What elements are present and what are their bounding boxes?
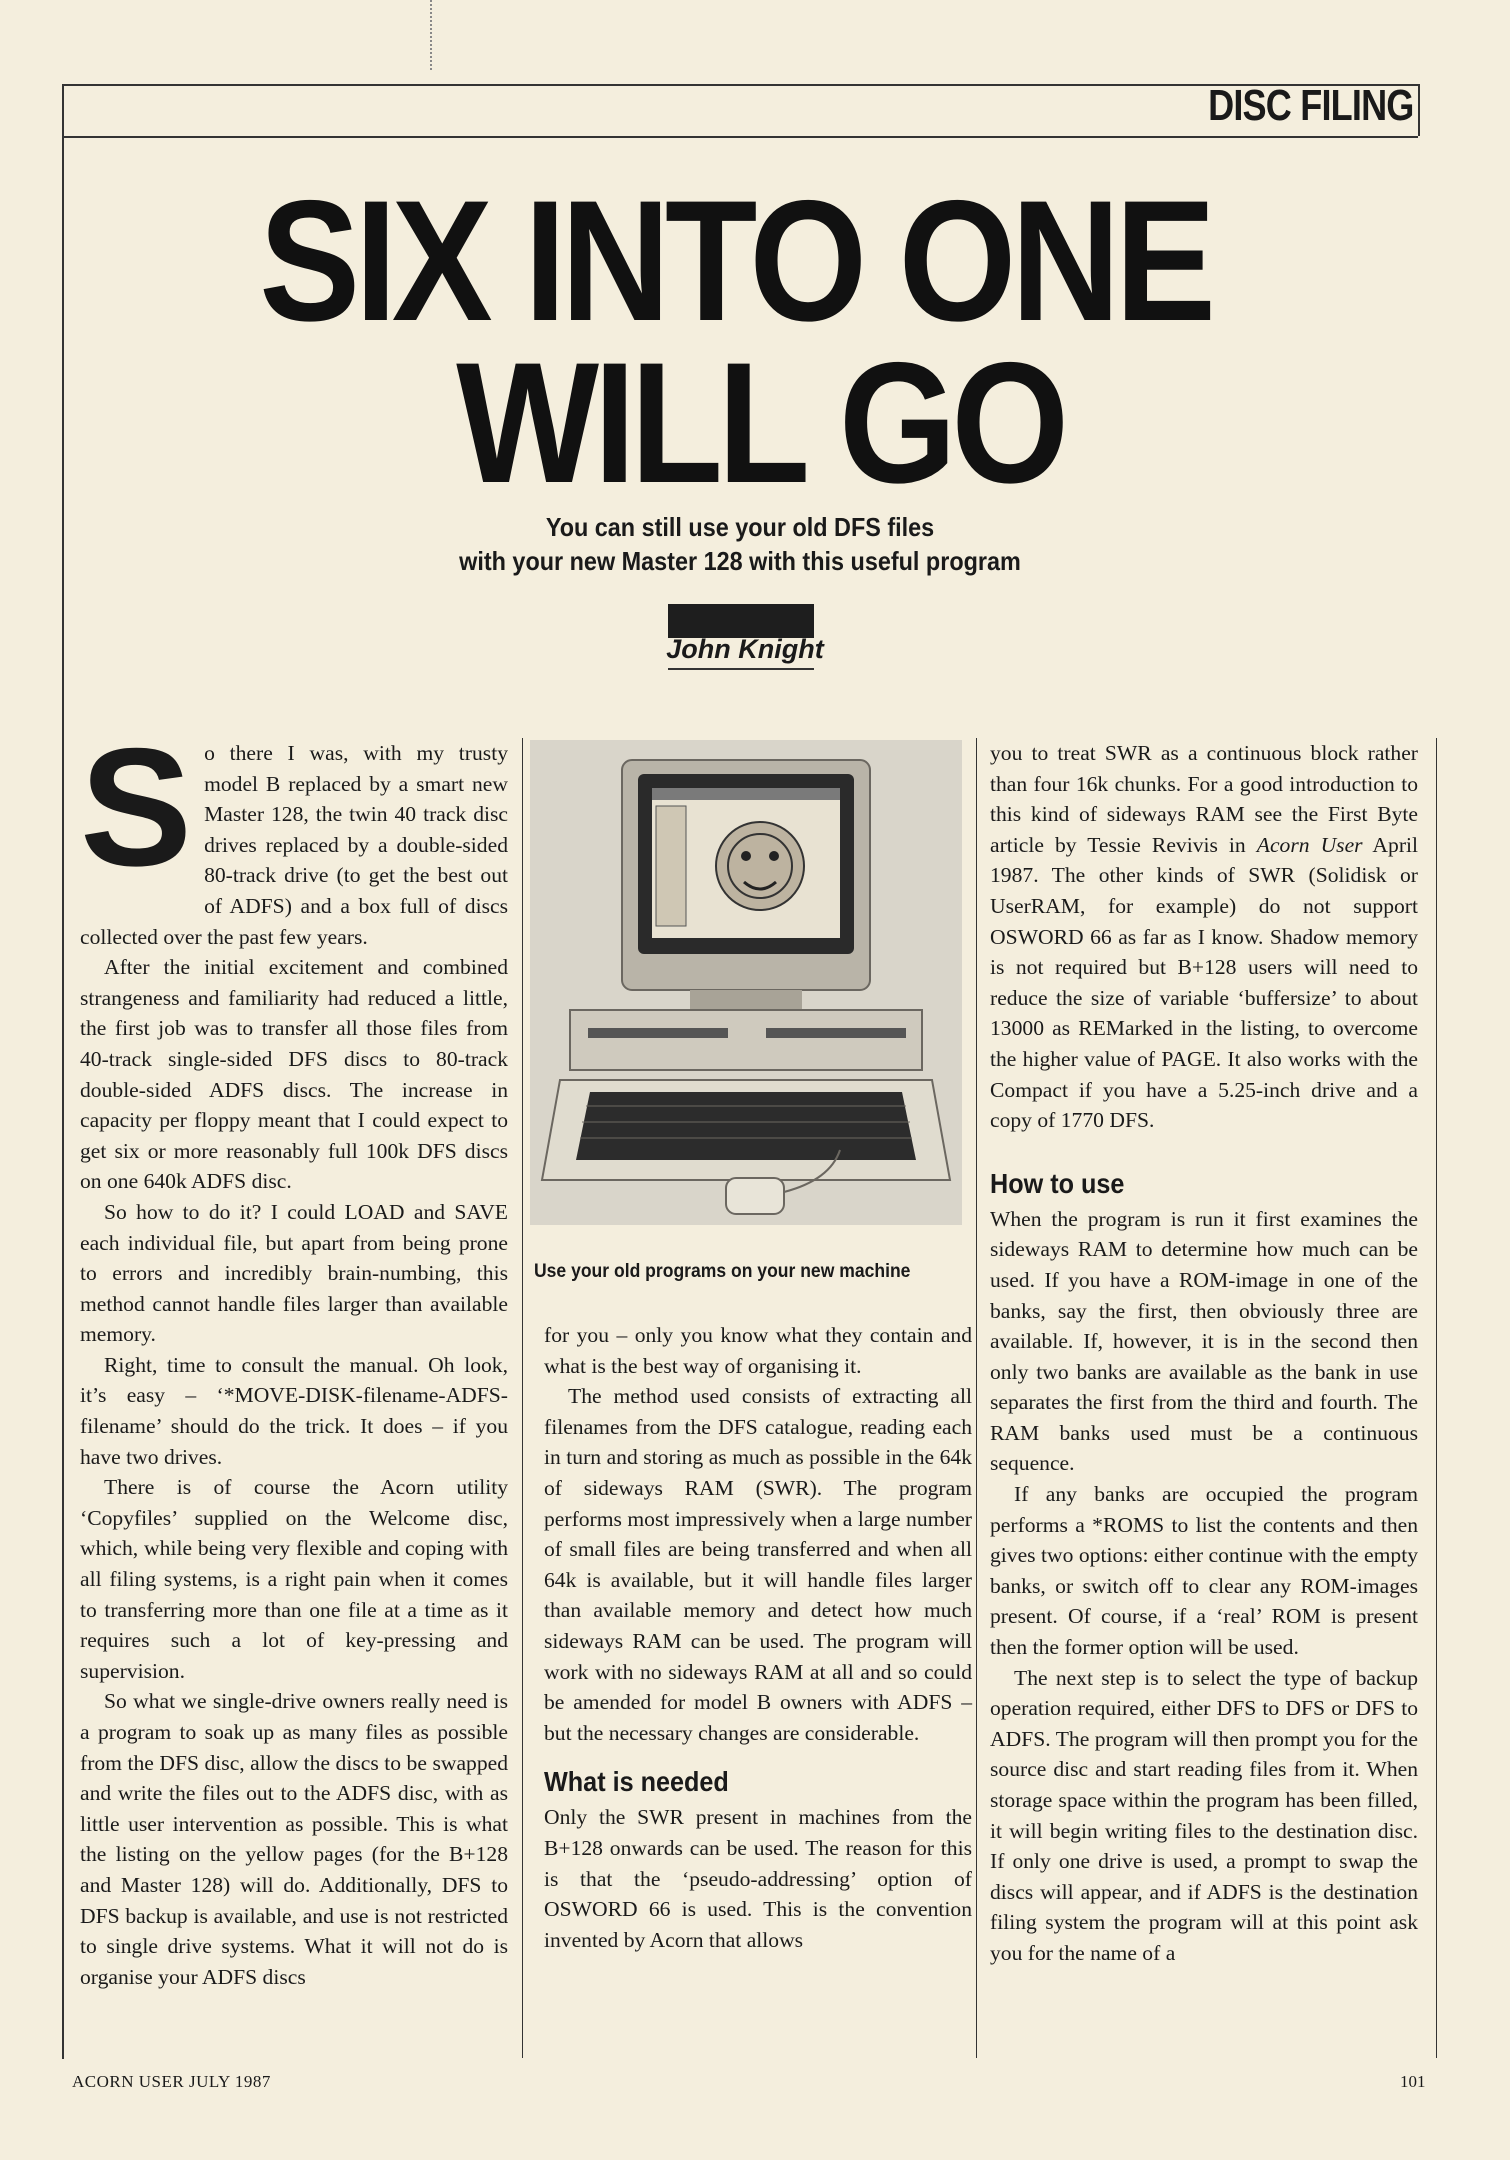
paragraph-5: There is of course the Acorn utility ‘Copyfiles’ supplied on the Welcome disc, which, while being very flexible and coping with all filing systems, is a right pain when it comes to transferring more than one file at a time as it requires such a lot of key-pressing and supervision.: [80, 1475, 508, 1683]
fold-mark: [430, 0, 436, 70]
standfirst-line-1: You can still use your old DFS files: [545, 512, 935, 542]
paragraph-1-text: o there I was, with my trusty model B replaced by a smart new Master 128, the twin 40 track disc drives replaced by a double-sided 80-track drive (to get the best out of ADFS) and a box full of discs collected over the past few years.: [80, 741, 508, 949]
section-tag: DISC FILING: [1208, 81, 1414, 130]
article-column-1: [80, 713, 508, 1992]
photo-caption: Use your old programs on your new machine: [534, 1260, 911, 1282]
paragraph-12: If any banks are occupied the program performs a *ROMS to list the contents and then gives two options: either continue with the empty banks, or switch off to clear any ROM-images present. Of course, if a ‘real’ ROM is present then the former option will be used.: [990, 1482, 1418, 1660]
article-column-3: [990, 738, 1418, 1969]
standfirst-line-2: with your new Master 128 with this useful program: [459, 546, 1021, 576]
subhead-what-is-needed: What is needed: [544, 1766, 729, 1798]
paragraph-2: After the initial excitement and combined strangeness and familiarity had reduced a little, the first job was to transfer all those files from 40-track single-sided DFS discs to 80-track double-sided ADFS discs. The increase in capacity per floppy meant that I could expect to get six or more reasonably full 100k DFS discs on one 640k ADFS disc.: [80, 955, 508, 1194]
paragraph-1: [80, 713, 508, 952]
paragraph-3: So how to do it? I could LOAD and SAVE each individual file, but apart from being prone to errors and incredibly brain-numbing, this method cannot handle files larger than available memory.: [80, 1199, 508, 1347]
byline-underline: [668, 668, 814, 670]
paragraph-7: for you – only you know what they contain and what is the best way of organising it.: [544, 1323, 972, 1378]
drop-cap: S: [80, 713, 193, 901]
headline-line-2: WILL GO: [456, 327, 1064, 519]
column-rule-1: [522, 738, 523, 2058]
paragraph-10-end: April 1987. The other kinds of SWR (Solidisk or UserRAM, for example) do not support OSWORD 66 as far as I know. Shadow memory is not required but B+128 users will need to reduce the size of variable ‘buffersize’ to about 13000 as REMarked in the listing, to overcome the higher value of PAGE. It also works with the Compact if you have a 5.25-inch drive and a copy of 1770 DFS.: [990, 832, 1419, 1133]
paragraph-10-start: you to treat SWR as a continuous block rather than four 16k chunks. For a good introduction to this kind of sideways RAM see the First Byte article by Tessie Revivis in: [990, 741, 1418, 857]
standfirst: [62, 510, 1418, 578]
paragraph-11: When the program is run it first examines the sideways RAM to determine how much can be used. If you have a ROM-image in one of the banks, say the first, then obviously three are available. If, however, it is in the second then only two banks are available as the bank in use separates the first from the third and fourth. The RAM banks used must be a continuous sequence.: [990, 1206, 1418, 1476]
paragraph-9: Only the SWR present in machines from the B+128 onwards can be used. The reason for this is that the ‘pseudo-addressing’ option of OSWORD 66 is used. This is the convention invented by Acorn that allows: [544, 1805, 972, 1952]
column-rule-2: [976, 738, 977, 2058]
subhead-how-to-use: How to use: [990, 1167, 1125, 1199]
page-number: 101: [1400, 2072, 1426, 2091]
header-frame-right: [1418, 84, 1420, 136]
footer-publication: ACORN USER JULY 1987: [72, 2072, 271, 2091]
computer-photo: [530, 740, 962, 1225]
byline: John Knight: [666, 634, 824, 664]
column-rule-3: [1436, 738, 1437, 2058]
article-column-2: [544, 1320, 972, 1955]
paragraph-13: The next step is to select the type of backup operation required, either DFS to DFS or DFS to ADFS. The program will then prompt you for the source disc and start reading files from it. When storage space within the program has been filled, it will begin writing files to the destination disc. If only one drive is used, a prompt to swap the discs will appear, and if ADFS is the destination filing system the program will at this point ask you for the name of a: [990, 1665, 1418, 1965]
publication-title: Acorn User: [1256, 832, 1363, 857]
headline-line-1: SIX INTO ONE: [259, 165, 1211, 357]
header-rule: [62, 136, 1418, 138]
paragraph-8: The method used consists of extracting all filenames from the DFS catalogue, reading each in turn and storing as much as possible in the 64k of sideways RAM (SWR). The program performs most impressively when a large number of small files are being transferred and when all 64k is available, but it will handle files larger than available memory and detect how much sideways RAM can be used. The program will work with no sideways RAM at all and so could be amended for model B owners with ADFS – but the necessary changes are considerable.: [544, 1384, 972, 1745]
paragraph-10: [990, 738, 1418, 1136]
master-128-illustration: [530, 740, 962, 1225]
headline: [62, 165, 1418, 519]
paragraph-4: Right, time to consult the manual. Oh look, it’s easy – ‘*MOVE-DISK-filename-ADFS-filename’ should do the trick. It does – if you have two drives.: [80, 1352, 508, 1469]
paragraph-6: So what we single-drive owners really need is a program to soak up as many files as possible from the DFS disc, allow the discs to be swapped and write the files out to the ADFS disc, with as little user intervention as possible. This is what the listing on the yellow pages (for the B+128 and Master 128) will do. Additionally, DFS to DFS backup is available, and use is not restricted to single drive systems. What it will not do is organise your ADFS discs: [80, 1689, 508, 1989]
